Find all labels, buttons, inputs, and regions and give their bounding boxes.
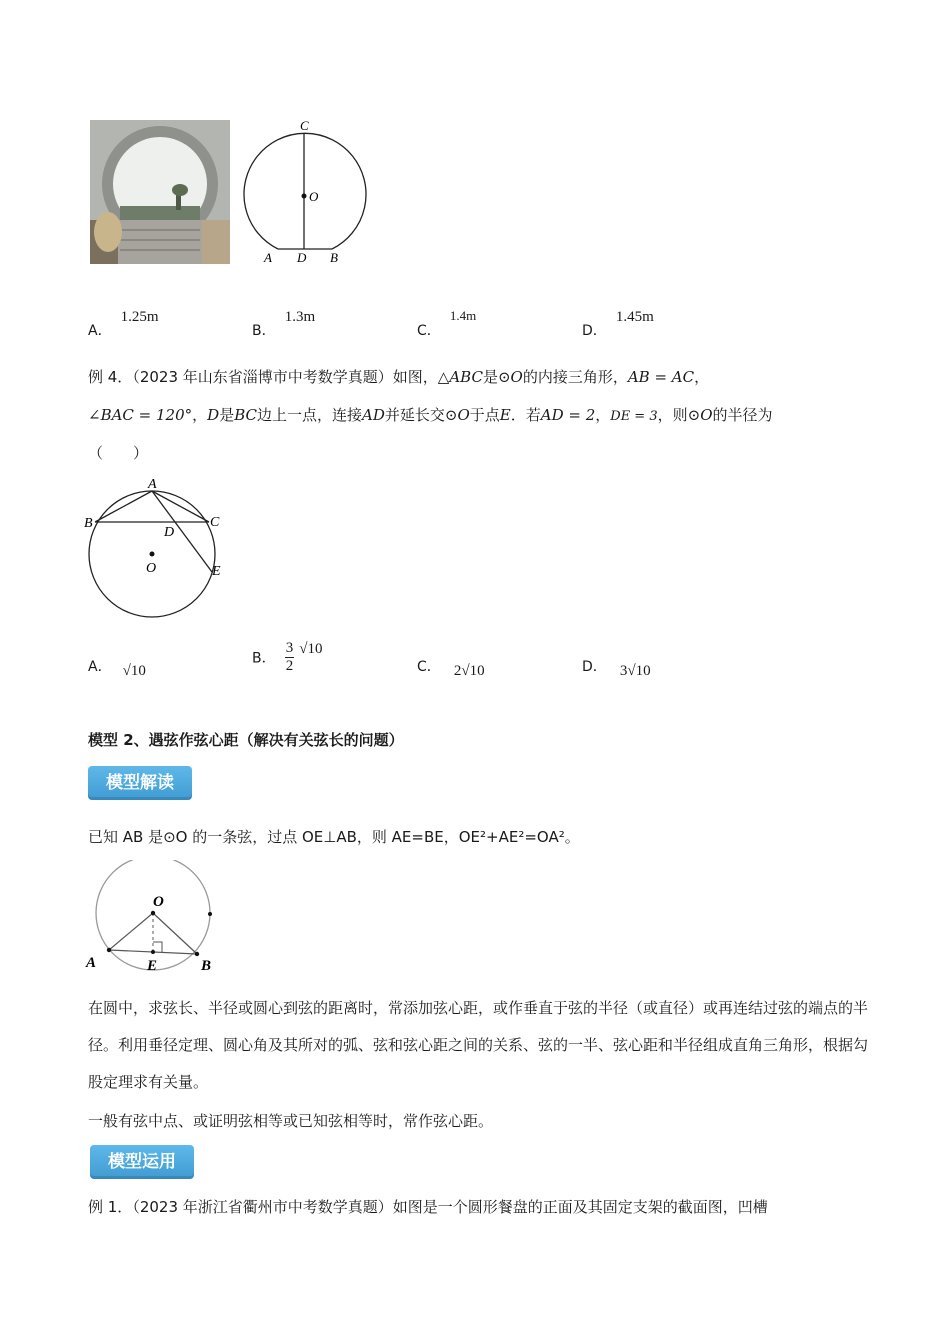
option-label: C． bbox=[417, 323, 441, 339]
text: ．若 bbox=[510, 406, 541, 424]
option-label: D． bbox=[582, 323, 607, 339]
label-d: D bbox=[164, 525, 175, 540]
model2-explanation: 在圆中，求弦长、半径或圆心到弦的距离时，常添加弦心距，或作垂直于弦的半径（或直径）或再连结过弦的端点的半径。利用垂径定理、圆心角及其所对的弧、弦和弦心距之间的关系、弦的一半、弦心距和半径组成直角三角形，根据勾股定理求有关量。 bbox=[88, 999, 869, 1091]
label-o: O bbox=[153, 894, 164, 910]
fraction-denominator: 2 bbox=[285, 658, 294, 674]
de-value: DE = 3 bbox=[610, 409, 658, 424]
segment-bc: BC bbox=[234, 406, 257, 424]
text: 并延长交 bbox=[384, 406, 445, 424]
example1-text: （2023 年浙江省衢州市中考数学真题）如图是一个圆形餐盘的正面及其固定支架的截面图，凹槽 bbox=[132, 1198, 768, 1216]
text: 边上一点，连接 bbox=[256, 406, 362, 424]
label-b: B bbox=[201, 958, 212, 974]
option-value: 1.45m bbox=[615, 309, 654, 325]
text: 于点 bbox=[469, 406, 500, 424]
point-d: D bbox=[207, 406, 220, 424]
text: ， bbox=[192, 406, 208, 424]
example1-prefix: 例 1． bbox=[88, 1198, 133, 1216]
label-e: E bbox=[147, 958, 158, 974]
chord-distance-diagram bbox=[84, 860, 224, 980]
example4-option-a[interactable] bbox=[88, 656, 146, 679]
circle-o: ⊙O bbox=[687, 406, 713, 424]
example4-diagram bbox=[84, 474, 234, 620]
model-application-badge: 模型运用 bbox=[90, 1145, 194, 1179]
arch-diagram-drawing bbox=[238, 118, 374, 268]
point-e: E bbox=[499, 406, 511, 424]
label-e: E bbox=[212, 564, 221, 579]
model-reading-badge: 模型解读 bbox=[88, 766, 192, 800]
label-b: B bbox=[84, 516, 93, 531]
example1-line1 bbox=[88, 1197, 768, 1217]
example4-line2 bbox=[88, 405, 773, 427]
example4-source: （2023 年山东省淄博市中考数学真题） bbox=[132, 368, 393, 386]
label-o: O bbox=[309, 189, 319, 204]
text: 的内接三角形， bbox=[522, 368, 628, 386]
q3-option-b[interactable] bbox=[252, 306, 316, 339]
option-value: √10 bbox=[299, 641, 323, 657]
option-value: 1.25m bbox=[120, 309, 159, 325]
circle-o: ⊙O bbox=[444, 406, 470, 424]
option-label: A． bbox=[88, 659, 112, 675]
text: 是 bbox=[219, 406, 235, 424]
text: 的半径为 bbox=[712, 406, 773, 424]
model2-heading: 模型 2、遇弦作弦心距（解决有关弦长的问题） bbox=[88, 731, 404, 749]
text: 是 bbox=[482, 368, 498, 386]
option-label: A． bbox=[88, 323, 112, 339]
ab-eq-ac: AB = AC bbox=[627, 368, 695, 386]
triangle-abc: △ABC bbox=[437, 368, 483, 386]
option-label: B． bbox=[252, 650, 276, 667]
label-a: A bbox=[148, 477, 157, 492]
chord-distance-diagram-drawing bbox=[84, 860, 224, 980]
option-label: D． bbox=[582, 659, 607, 675]
example4-option-d[interactable] bbox=[582, 656, 651, 679]
fraction bbox=[285, 640, 295, 675]
q3-option-c[interactable] bbox=[417, 305, 477, 339]
segment-ad: AD bbox=[362, 406, 385, 424]
label-a: A bbox=[264, 250, 272, 265]
moon-gate-photo bbox=[90, 120, 230, 264]
text: 如图， bbox=[392, 368, 438, 386]
example4-diagram-drawing bbox=[84, 474, 234, 620]
angle-bac: ∠BAC = 120° bbox=[88, 406, 193, 424]
label-a: A bbox=[86, 955, 97, 971]
example4-answer-paren: （ ） bbox=[88, 444, 149, 462]
arch-diagram bbox=[238, 118, 374, 268]
ad-value: AD = 2 bbox=[540, 406, 596, 424]
example4-option-c[interactable] bbox=[417, 656, 485, 679]
option-label: C． bbox=[417, 659, 441, 675]
model2-known-statement: 已知 AB 是⊙O 的一条弦，过点 OE⊥AB，则 AE=BE，OE²+AE²=OA²。 bbox=[88, 828, 580, 846]
model2-tip: 一般有弦中点、或证明弦相等或已知弦相等时，常作弦心距。 bbox=[88, 1112, 494, 1130]
circle-o: ⊙O bbox=[497, 368, 523, 386]
moon-gate-photo-drawing bbox=[90, 120, 230, 264]
option-value: 1.3m bbox=[284, 309, 316, 325]
label-d: D bbox=[297, 250, 307, 265]
text: ， bbox=[694, 368, 710, 386]
text: ，则 bbox=[657, 406, 688, 424]
example4-option-b[interactable] bbox=[252, 640, 323, 675]
fraction-numerator: 3 bbox=[285, 640, 294, 656]
label-c: C bbox=[300, 118, 309, 133]
option-value: 3√10 bbox=[619, 663, 651, 679]
label-o: O bbox=[146, 561, 157, 576]
example4-prefix: 例 4． bbox=[88, 368, 133, 386]
example4-line1 bbox=[88, 367, 709, 387]
q3-option-d[interactable] bbox=[582, 306, 654, 339]
label-b: B bbox=[330, 250, 338, 265]
option-value: 1.4m bbox=[449, 308, 477, 323]
text: ， bbox=[595, 406, 611, 424]
option-value: √10 bbox=[122, 663, 146, 679]
label-c: C bbox=[210, 515, 220, 530]
option-label: B． bbox=[252, 323, 276, 339]
q3-option-a[interactable] bbox=[88, 306, 159, 339]
option-value: 2√10 bbox=[453, 663, 485, 679]
